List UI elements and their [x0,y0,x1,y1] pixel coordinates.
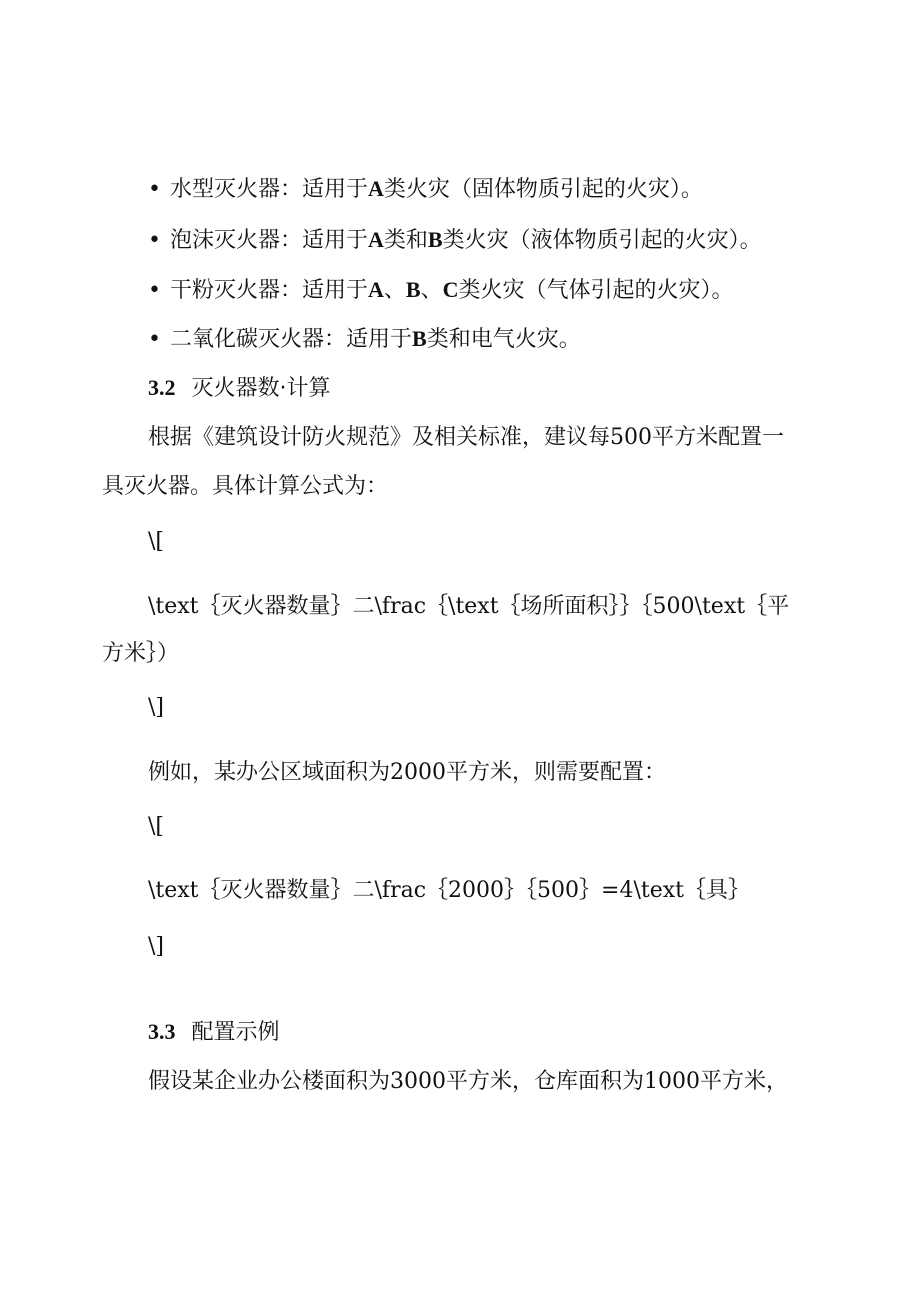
bullet-text: 类火灾（固体物质引起的火灾）。 [383,177,703,202]
bullet-text: 类和 [383,228,428,253]
section-heading-3-2 [148,373,331,404]
bullet-item [148,225,762,256]
bullet-bold-letter: C [442,277,459,302]
paragraph-line: 根据《建筑设计防火规范》及相关标准，建议每500平方米配置一 [148,425,784,450]
section-number: 3.3 [148,1019,176,1044]
formula-line: \text｛灭火器数量｝二\frac｛2000｝｛500｝=4\text｛具｝ [148,878,750,903]
bullet-dot: • [148,228,161,253]
bullet-dot: • [148,327,161,352]
bullet-bold-letter: A [368,176,384,201]
bullet-text: 类和电气火灾。 [426,327,581,352]
bullet-text: 干粉灭火器：适用于 [170,278,369,303]
bullet-text: 二氧化碳灭火器：适用于 [170,327,413,352]
bullet-bold-letter: A [368,277,384,302]
bullet-bold-letter: B [427,227,443,252]
bullet-item [148,174,703,205]
bullet-text: 类火灾（气体引起的火灾）。 [458,278,734,303]
section-number: 3.2 [148,375,176,400]
paragraph-line: 具灭火器。具体计算公式为： [102,474,389,499]
bullet-text: 、 [383,278,406,303]
bullet-dot: • [148,278,161,303]
bullet-bold-letter: B [412,326,427,351]
formula-delimiter: \] [148,934,164,959]
bullet-text: 泡沫灭火器：适用于 [170,228,369,253]
bullet-text: 水型灭火器：适用于 [170,177,369,202]
bullet-dot: • [148,177,161,202]
bullet-bold-letter: B [405,277,421,302]
formula-line: \text｛灭火器数量｝二\frac｛\text｛场所面积｝｝｛500\text｛平 [148,594,790,619]
formula-delimiter: \] [148,695,164,720]
section-title: 配置示例 [191,1020,280,1045]
bullet-item [148,324,581,355]
formula-delimiter: \[ [148,529,164,554]
bullet-bold-letter: A [368,227,384,252]
formula-line: 方米｝） [102,641,180,666]
section-title: 灭火器数·计算 [191,376,331,401]
bullet-item [148,275,734,306]
paragraph-line: 例如，某办公区域面积为2000平方米，则需要配置： [148,760,666,785]
section-heading-3-3 [148,1017,280,1048]
bullet-text: 、 [420,278,443,303]
formula-delimiter: \[ [148,814,164,839]
paragraph-line: 假设某企业办公楼面积为3000平方米，仓库面积为1000平方米， [148,1069,788,1094]
bullet-text: 类火灾（液体物质引起的火灾）。 [442,228,762,253]
